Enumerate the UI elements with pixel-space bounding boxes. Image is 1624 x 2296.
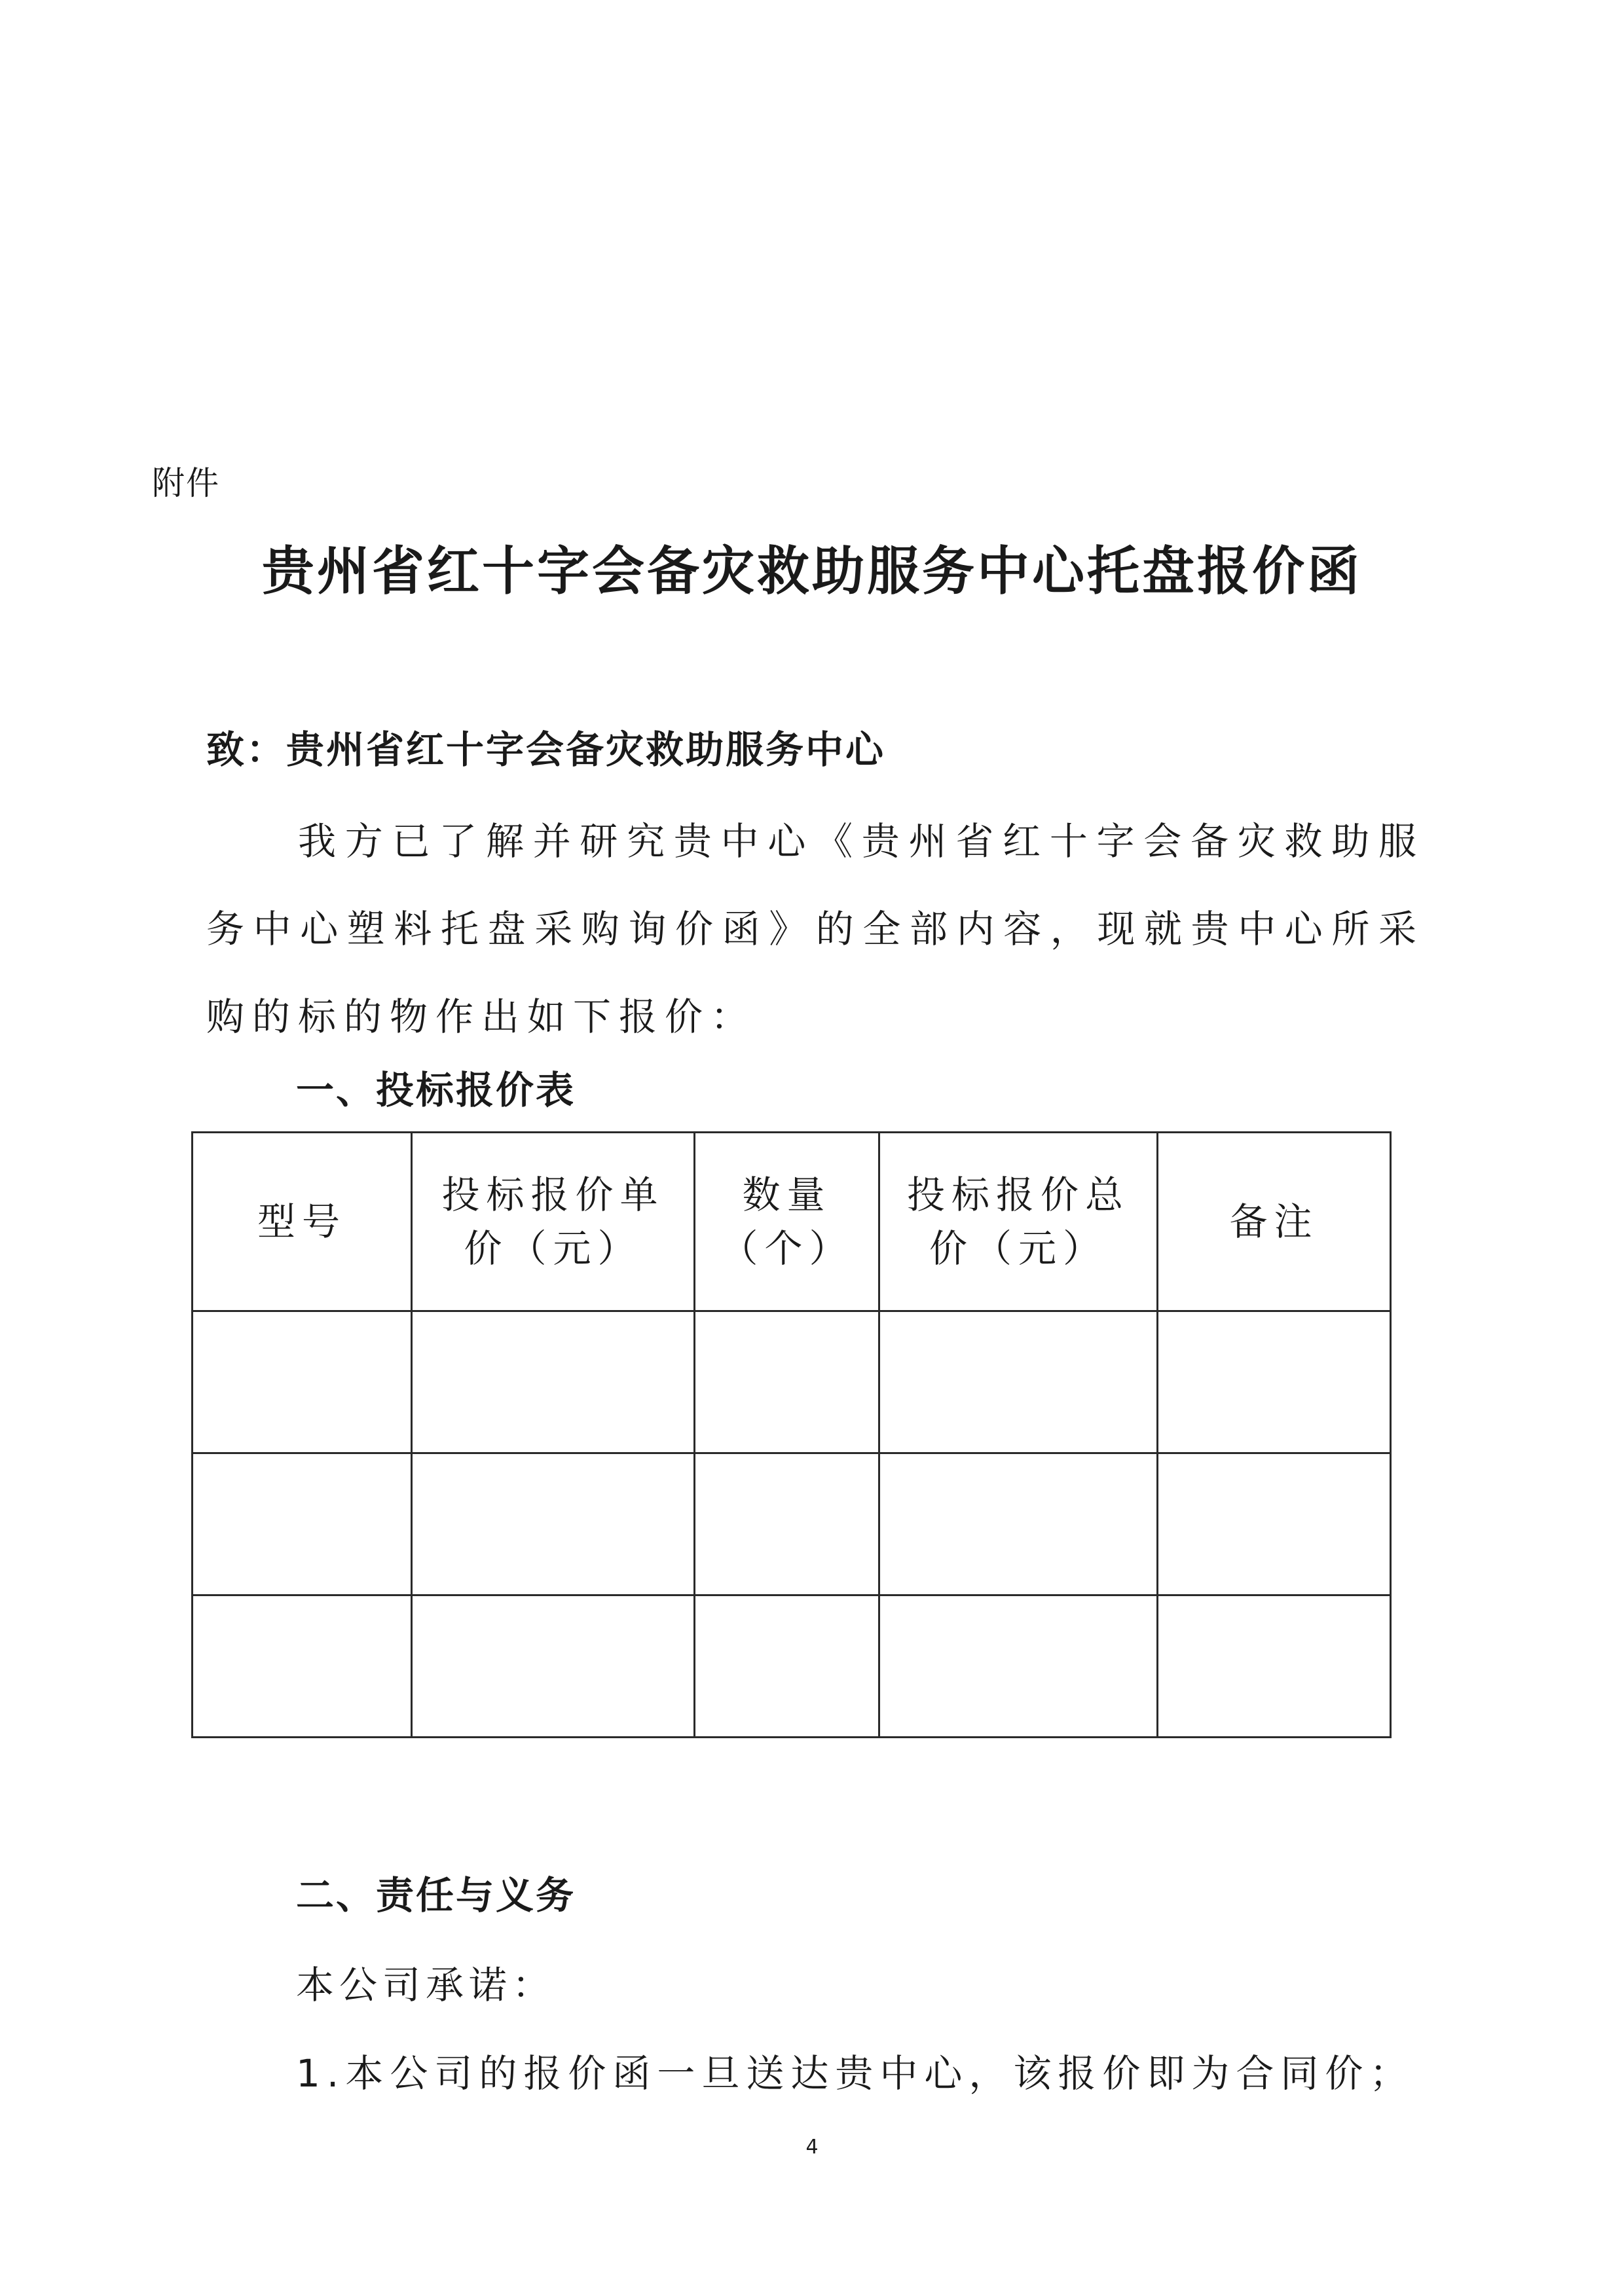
header-total-price: [879, 1133, 1158, 1311]
table-cell[interactable]: [695, 1311, 879, 1453]
header-line: 型号: [257, 1199, 346, 1244]
header-remarks: [1158, 1133, 1391, 1311]
section-heading-responsibilities: 二、责任与义务: [296, 1873, 576, 1918]
section-heading-quote-table: 一、投标报价表: [296, 1068, 576, 1112]
table-cell[interactable]: [412, 1453, 695, 1595]
table-header-row: [193, 1133, 1391, 1311]
table-cell[interactable]: [695, 1595, 879, 1738]
attachment-label: 附件: [152, 464, 220, 502]
header-quantity: [695, 1133, 879, 1311]
page-number: 4: [805, 2136, 819, 2159]
table-cell[interactable]: [412, 1311, 695, 1453]
header-line: 备注: [1229, 1199, 1319, 1244]
intro-paragraph: 我方已了解并研究贵中心《贵州省红十字会备灾救助服务中心塑料托盘采购询价函》的全部内容，现就贵中心所采购的标的物作出如下报价：: [206, 819, 1424, 1039]
table-cell[interactable]: [1158, 1311, 1391, 1453]
header-line: 价（元）: [929, 1226, 1107, 1271]
header-line: （个）: [720, 1226, 854, 1271]
header-line: 投标报价总: [906, 1173, 1130, 1217]
salutation: 致：贵州省红十字会备灾救助服务中心: [206, 727, 886, 772]
header-unit-price: [412, 1133, 695, 1311]
table-cell[interactable]: [879, 1595, 1158, 1738]
promise-text: 本公司承诺：: [296, 1963, 556, 2007]
table-cell[interactable]: [193, 1595, 412, 1738]
table-cell[interactable]: [879, 1453, 1158, 1595]
document-title: 贵州省红十字会备灾救助服务中心托盘报价函: [262, 540, 1362, 602]
table-cell[interactable]: [695, 1453, 879, 1595]
table-cell[interactable]: [1158, 1453, 1391, 1595]
table-cell[interactable]: [1158, 1595, 1391, 1738]
table-row: [193, 1595, 1391, 1738]
header-line: 数量: [742, 1173, 832, 1217]
clause-item: 1.本公司的报价函一旦送达贵中心，该报价即为合同价；: [296, 2051, 1414, 2096]
quote-table: [191, 1131, 1392, 1738]
table-cell[interactable]: [879, 1311, 1158, 1453]
header-line: 价（元）: [464, 1226, 642, 1271]
table-cell[interactable]: [193, 1311, 412, 1453]
table-cell[interactable]: [193, 1453, 412, 1595]
header-model: [193, 1133, 412, 1311]
table-row: [193, 1453, 1391, 1595]
header-line: 投标报价单: [441, 1173, 665, 1217]
table-cell[interactable]: [412, 1595, 695, 1738]
table-row: [193, 1311, 1391, 1453]
